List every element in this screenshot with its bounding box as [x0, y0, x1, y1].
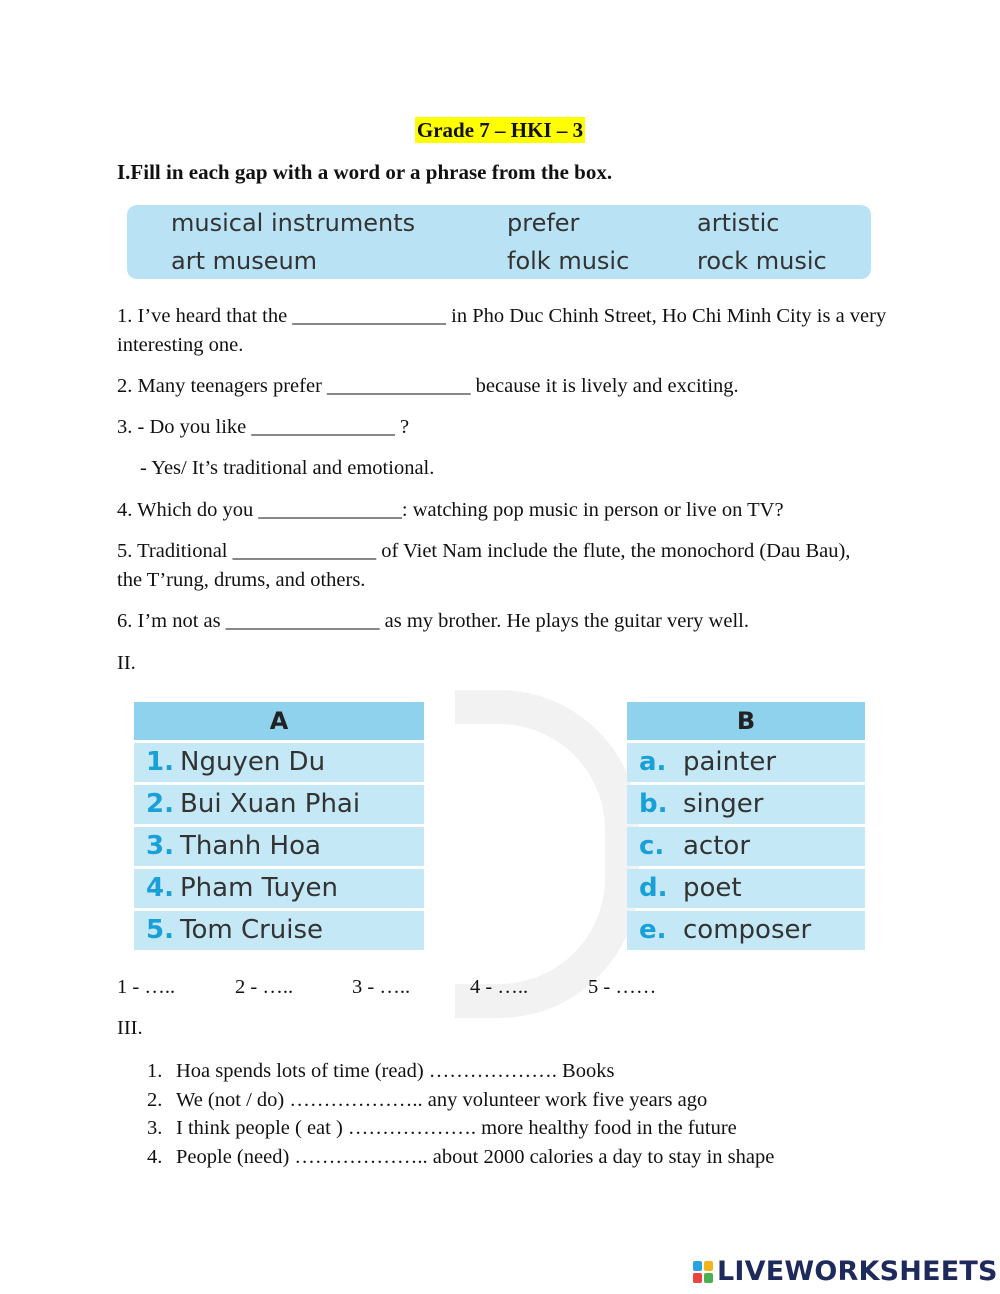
row-text: Thanh Hoa — [180, 831, 321, 861]
row-text: Bui Xuan Phai — [180, 789, 361, 819]
row-letter: c. — [639, 831, 665, 861]
column-b-row — [627, 911, 865, 950]
list-number: 1. — [147, 1060, 163, 1082]
list-number: 3. — [147, 1117, 163, 1139]
section-3-list — [147, 1057, 774, 1171]
column-a-row — [134, 869, 424, 908]
section-2-label: II. — [117, 652, 136, 674]
list-item — [147, 1086, 774, 1115]
row-text: actor — [683, 831, 751, 861]
answer-slot[interactable]: 5 - …… — [588, 976, 657, 998]
box-word: folk music — [507, 247, 630, 275]
title-wrap — [0, 118, 1000, 143]
row-text: Nguyen Du — [180, 747, 326, 777]
matching-column-a — [134, 702, 424, 950]
column-a-row — [134, 743, 424, 782]
row-number: 4. — [146, 873, 174, 903]
row-text: composer — [683, 915, 812, 945]
liveworksheets-logo-icon — [692, 1260, 714, 1284]
section-3-label: III. — [117, 1017, 143, 1039]
row-text: singer — [683, 789, 764, 819]
row-text: Pham Tuyen — [180, 873, 338, 903]
column-a-row — [134, 827, 424, 866]
question-1: 1. I’ve heard that the _______________ in Pho Duc Chinh Street, Ho Chi Minh City is a very interesting one. — [117, 305, 887, 356]
box-word: rock music — [697, 247, 827, 275]
row-number: 2. — [146, 789, 174, 819]
column-b-row — [627, 869, 865, 908]
row-number: 1. — [146, 747, 174, 777]
column-b-row — [627, 743, 865, 782]
list-item — [147, 1143, 774, 1172]
question-3: 3. - Do you like ______________ ? — [117, 416, 410, 438]
column-b-row — [627, 827, 865, 866]
row-letter: d. — [639, 873, 668, 903]
section-1-heading: I.Fill in each gap with a word or a phrase from the box. — [117, 160, 613, 184]
row-letter: a. — [639, 747, 667, 777]
answer-slot[interactable]: 1 - ….. — [117, 976, 176, 998]
box-word: art museum — [171, 247, 318, 275]
list-text: I think people ( eat ) ………………. more healthy food in the future — [176, 1117, 737, 1139]
box-word: prefer — [507, 209, 580, 237]
row-text: poet — [683, 873, 742, 903]
answer-slot[interactable]: 3 - ….. — [352, 976, 411, 998]
matching-column-b — [627, 702, 865, 950]
page-title: Grade 7 – HKI – 3 — [416, 118, 584, 142]
logo-text: LIVEWORKSHEETS — [717, 1256, 998, 1287]
list-item — [147, 1114, 774, 1143]
column-a-row — [134, 785, 424, 824]
column-a-row — [134, 911, 424, 950]
column-b-header: B — [627, 702, 865, 740]
row-text: Tom Cruise — [180, 915, 324, 945]
watermark-shape — [455, 690, 639, 1018]
row-letter: b. — [639, 789, 668, 819]
column-a-header: A — [134, 702, 424, 740]
liveworksheets-logo[interactable] — [692, 1256, 998, 1287]
list-text: People (need) ……………….. about 2000 calories a day to stay in shape — [176, 1145, 775, 1168]
list-number: 4. — [147, 1145, 163, 1168]
question-4: 4. Which do you ______________: watching pop music in person or live on TV? — [117, 499, 784, 521]
row-number: 5. — [146, 915, 174, 945]
list-item — [147, 1057, 774, 1086]
row-letter: e. — [639, 915, 667, 945]
row-number: 3. — [146, 831, 174, 861]
question-2: 2. Many teenagers prefer ______________ because it is lively and exciting. — [117, 375, 739, 397]
row-text: painter — [683, 747, 777, 777]
list-text: Hoa spends lots of time (read) ………………. Books — [176, 1060, 615, 1082]
box-word: artistic — [697, 209, 780, 237]
question-6: 6. I’m not as _______________ as my brother. He plays the guitar very well. — [117, 610, 749, 632]
list-text: We (not / do) ……………….. any volunteer work five years ago — [176, 1088, 708, 1111]
column-b-row — [627, 785, 865, 824]
answer-slot[interactable]: 2 - ….. — [235, 976, 294, 998]
list-number: 2. — [147, 1088, 163, 1111]
question-5: 5. Traditional ______________ of Viet Nam include the flute, the monochord (Dau Bau), the T’rung, drums, and others. — [117, 540, 851, 591]
word-box — [127, 205, 871, 279]
question-3-answer: - Yes/ It’s traditional and emotional. — [140, 457, 435, 479]
answer-slot[interactable]: 4 - ….. — [470, 976, 529, 998]
box-word: musical instruments — [171, 209, 416, 237]
